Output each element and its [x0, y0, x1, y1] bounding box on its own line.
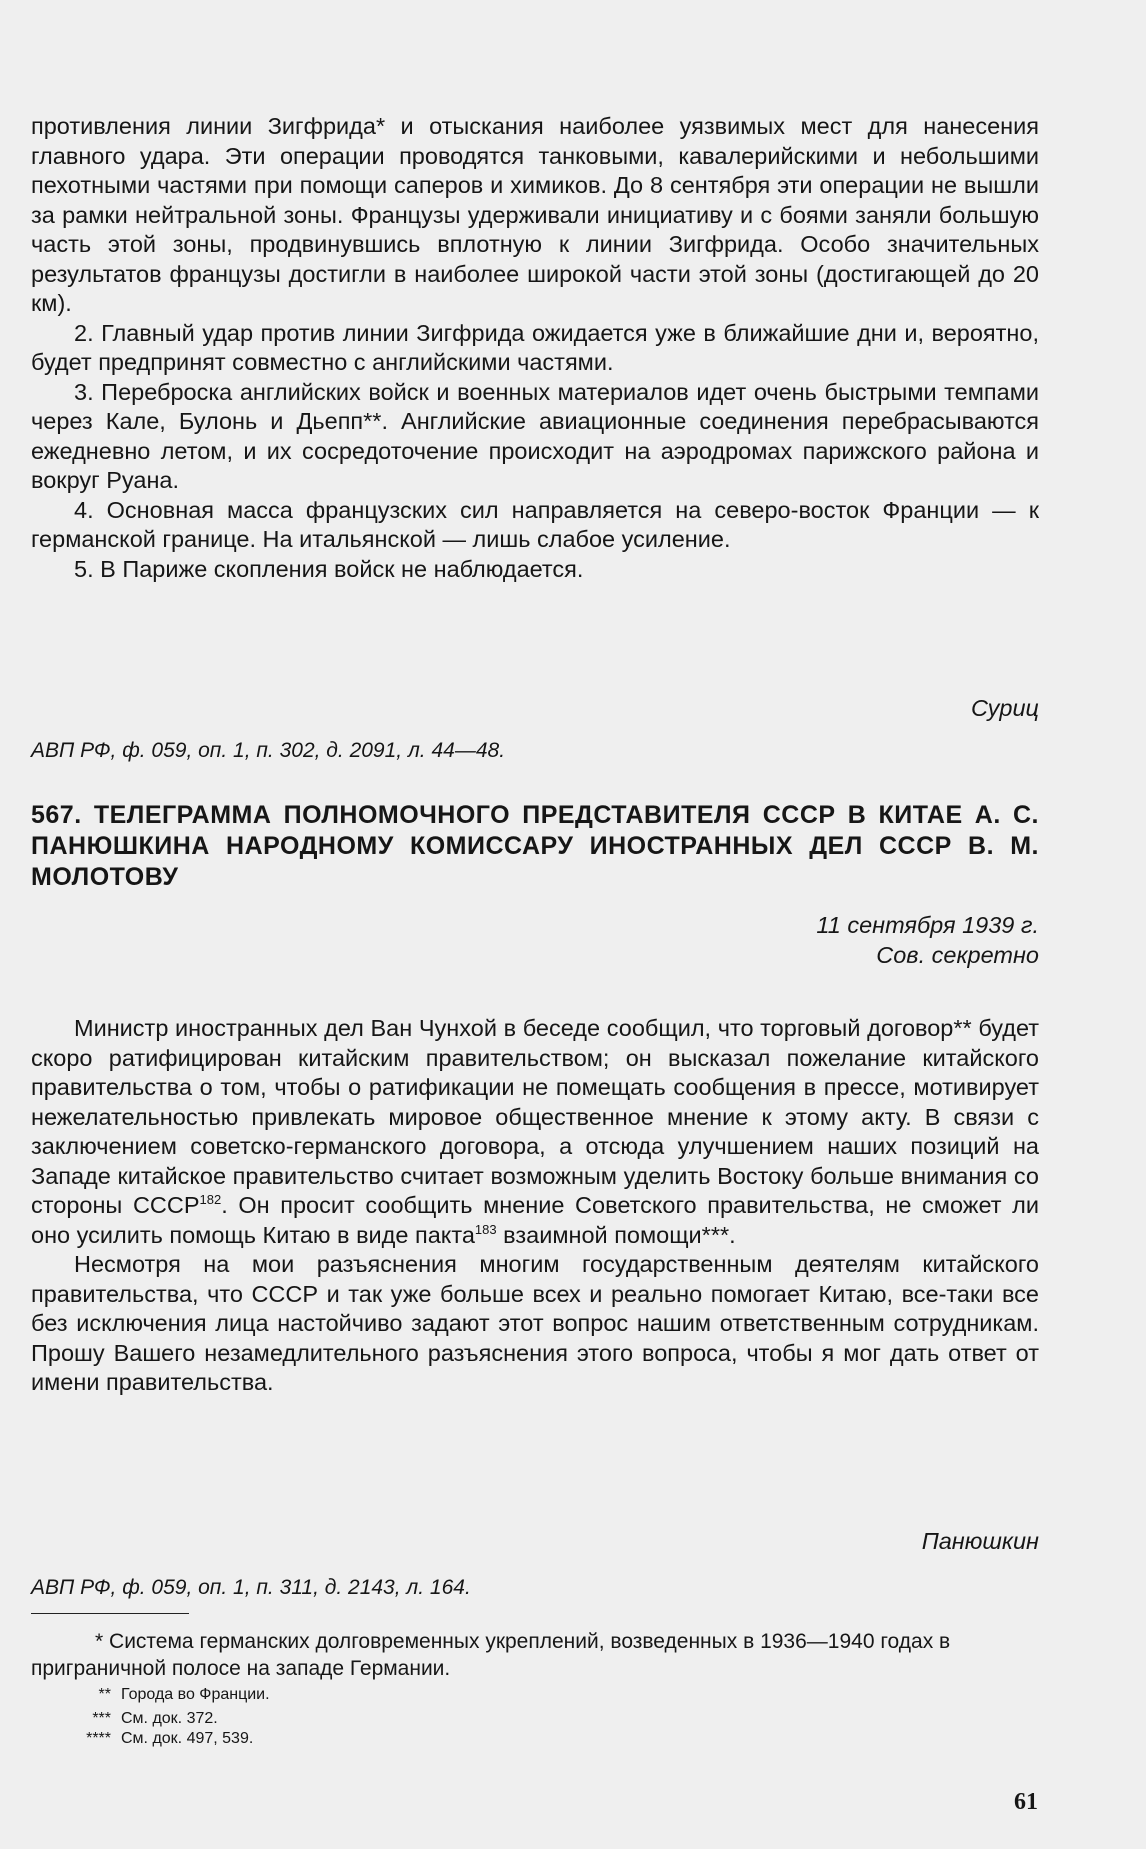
document-date: 11 сентября 1939 г.	[816, 912, 1039, 938]
telegram-body	[31, 1014, 1039, 1398]
footnote-3	[31, 1710, 1039, 1728]
archive-source-1: АВП РФ, ф. 059, оп. 1, п. 302, д. 2091, л. 44—48.	[31, 739, 506, 762]
telegram-text-part-b: . Он просит сообщить мнение Советского правительства, не сможет ли оно усилить помощь Китаю в виде пакта	[31, 1192, 1039, 1248]
footnote-text: См. док. 372.	[121, 1710, 218, 1727]
footnote-1	[31, 1628, 1039, 1682]
footnote-divider	[31, 1613, 189, 1614]
paragraph-4: 4. Основная масса французских сил направляется на северо-восток Франции — к германской границе. На итальянской — лишь слабое усиление.	[31, 496, 1039, 552]
footnote-text: См. док. 497, 539.	[121, 1730, 254, 1747]
archive-source-2: АВП РФ, ф. 059, оп. 1, п. 311, д. 2143, л. 164.	[31, 1576, 471, 1599]
footnotes	[31, 1628, 1039, 1748]
footnote-text: Города во Франции.	[121, 1686, 270, 1703]
footnote-4	[31, 1730, 1039, 1748]
document-heading-567: 567. ТЕЛЕГРАММА ПОЛНОМОЧНОГО ПРЕДСТАВИТЕЛЯ СССР В КИТАЕ А. С. ПАНЮШКИНА НАРОДНОМУ КОМИССАРУ ИНОСТРАННЫХ ДЕЛ СССР В. М. МОЛОТОВУ	[31, 801, 1039, 891]
footnote-mark: ***	[92, 1710, 111, 1727]
paragraph-1: противления линии Зигфрида* и отыскания наиболее уязвимых мест для нанесения главного удара. Эти операции проводятся танковыми, кавалерийскими и небольшими пехотными частями при помощи саперов и химиков. До 8 сентября эти операции не вышли за рамки нейтральной зоны. Французы удерживали инициативу и с боями заняли большую часть этой зоны, продвинувшись вплотную к линии Зигфрида. Особо значительных результатов французы достигли в наиболее широкой части этой зоны (достигающей до 20 км).	[31, 113, 1039, 316]
previous-document-body	[31, 112, 1039, 584]
telegram-text-part-a: Министр иностранных дел Ван Чунхой в беседе сообщил, что торговый договор** будет скоро ратифицирован китайским правительством; он высказал пожелание китайского правительства о том, чтобы о ратификации не помещать сообщения в прессе, мотивирует нежелательностью привлекать мировое общественное мнение к этому акту. В связи с заключением советско-германского договора, а отсюда улучшением наших позиций на Западе китайское правительство считает возможным уделить Востоку больше внимания со стороны СССР	[31, 1015, 1039, 1218]
classification-mark: Сов. секретно	[876, 942, 1039, 968]
footnote-mark: *	[95, 1630, 104, 1653]
footnote-text: Система германских долговременных укреплений, возведенных в 1936—1940 годах в приграничной полосе на западе Германии.	[31, 1630, 951, 1680]
page-number: 61	[1014, 1789, 1038, 1815]
signature-surits: Суриц	[970, 695, 1039, 721]
telegram-text-part-c: взаимной помощи***.	[496, 1221, 736, 1248]
telegram-paragraph-1	[31, 1014, 1039, 1250]
telegram-paragraph-2: Несмотря на мои разъяснения многим государственным деятелям китайского правительства, что СССР и так уже больше всех и реально помогает Китаю, все-таки все без исключения лица настойчиво задают этот вопрос нашим ответственным сотрудникам. Прошу Вашего незамедлительного разъяснения этого вопроса, чтобы я мог дать ответ от имени правительства.	[31, 1251, 1039, 1395]
paragraph-5: 5. В Париже скопления войск не наблюдается.	[74, 555, 584, 582]
paragraph-2: 2. Главный удар против линии Зигфрида ожидается уже в ближайшие дни и, вероятно, будет предпринят совместно с английскими частями.	[31, 319, 1039, 375]
footnote-ref-183: 183	[474, 1221, 497, 1237]
footnote-mark: **	[98, 1686, 111, 1703]
footnote-2	[31, 1686, 1039, 1704]
footnote-ref-182: 182	[199, 1192, 222, 1207]
signature-panyushkin: Панюшкин	[921, 1528, 1039, 1554]
paragraph-3: 3. Переброска английских войск и военных материалов идет очень быстрыми темпами через Кале, Булонь и Дьепп**. Английские авиационные соединения перебрасываются ежедневно летом, и их сосредоточение происходит на аэродромах парижского района и вокруг Руана.	[31, 378, 1039, 493]
footnote-mark: ****	[86, 1730, 111, 1747]
